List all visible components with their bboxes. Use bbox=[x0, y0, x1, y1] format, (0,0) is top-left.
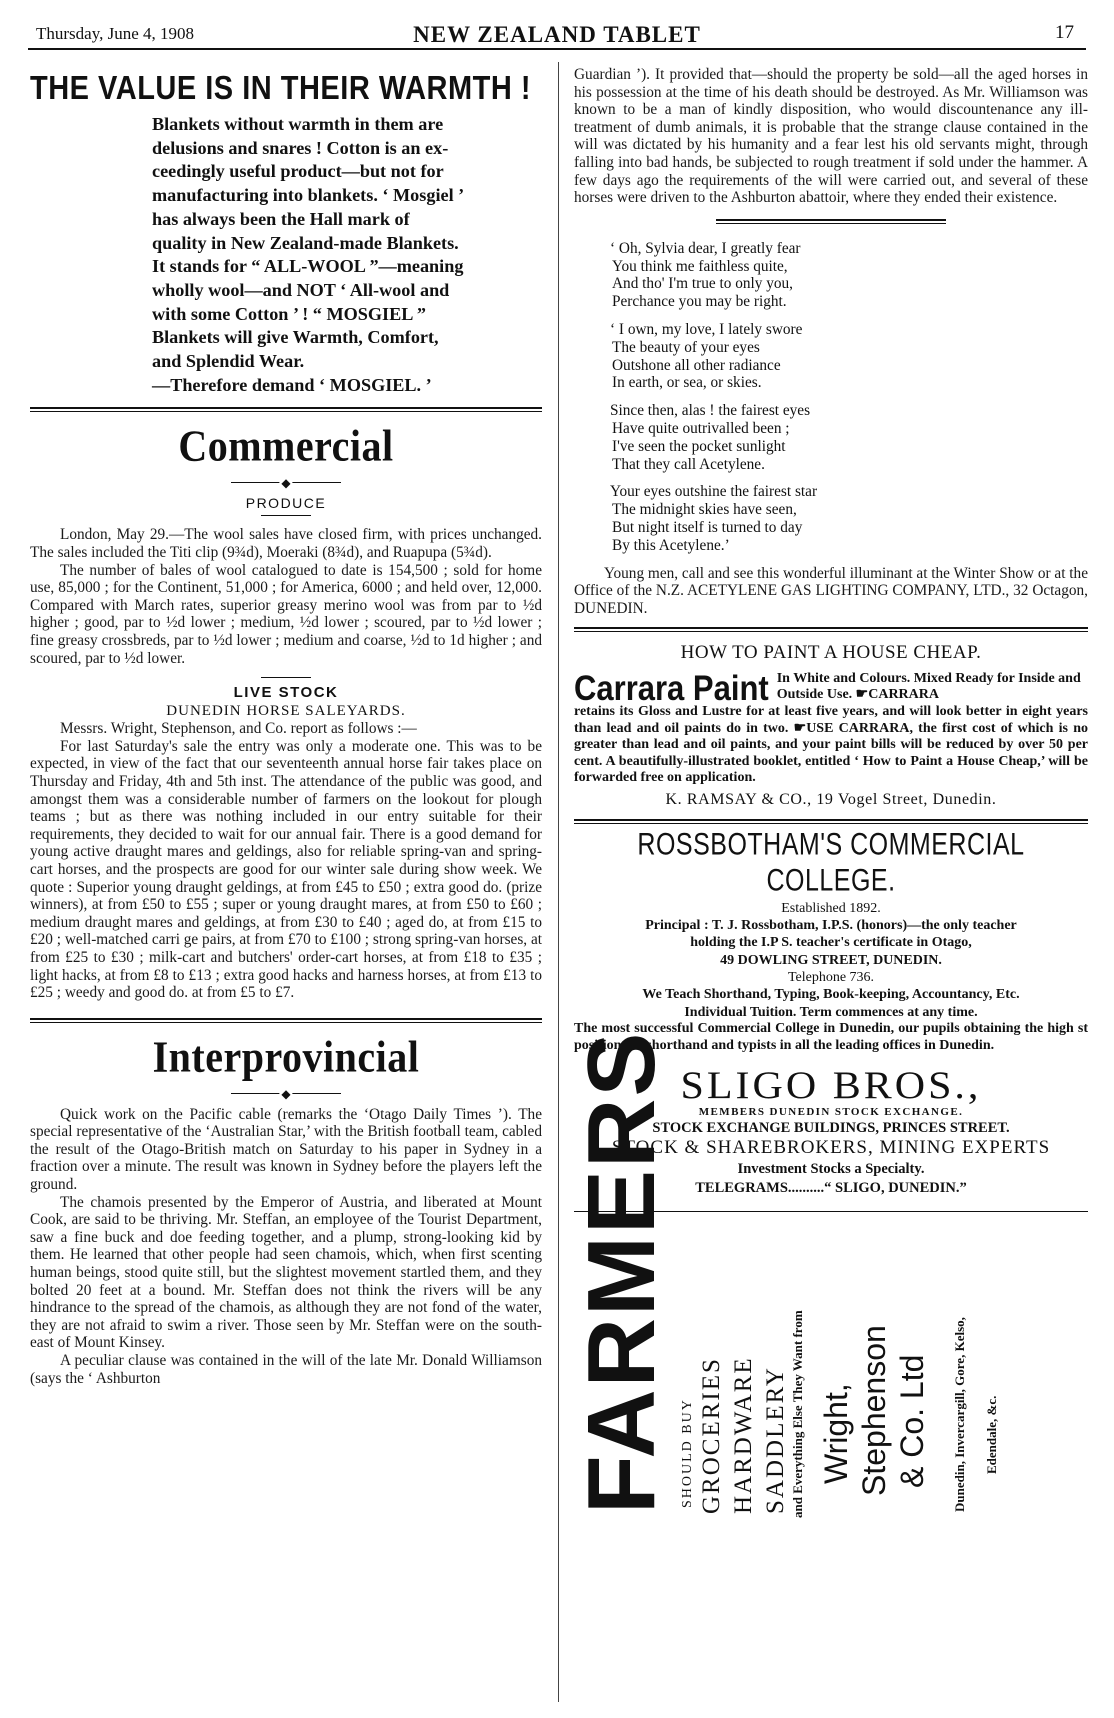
pointing-hand-use: ☛USE bbox=[793, 720, 834, 736]
farmers-headline: FARMERS bbox=[568, 1030, 675, 1515]
paragraph: London, May 29.—The wool sales have closed firm, with prices unchanged. The sales included the Titi clip (9¾d), Moeraki (8¾d), and Ruapupa (5¾d). bbox=[30, 526, 542, 562]
verse-line: Your eyes outshine the fairest star bbox=[610, 483, 818, 501]
commercial-section bbox=[30, 422, 542, 1001]
carrara-brand-row bbox=[574, 668, 1088, 709]
tuition-line: Individual Tuition. Term commences at any time. bbox=[684, 1004, 978, 1020]
live-stock-heading: LIVE STOCK bbox=[233, 684, 339, 702]
commercial-title: Commercial bbox=[178, 420, 394, 472]
left-column bbox=[30, 70, 542, 1387]
acetylene-advert bbox=[574, 240, 1088, 618]
paragraph: Messrs. Wright, Stephenson, and Co. report as follows :— bbox=[60, 720, 417, 738]
continuation-text bbox=[574, 66, 1088, 207]
issue-date: Thursday, June 4, 1908 bbox=[36, 24, 195, 43]
mosgiel-line: It stands for “ ALL-WOOL ”—meaning bbox=[152, 256, 464, 277]
mosgiel-line: and Splendid Wear. bbox=[152, 351, 305, 372]
carrara-advert bbox=[574, 642, 1088, 809]
stanza bbox=[610, 240, 1088, 311]
principal-line: Principal : T. J. Rossbotham, I.P.S. (honors)—the only teacher bbox=[645, 917, 1017, 933]
telephone-line: Telephone 736. bbox=[787, 970, 875, 986]
carrara-signature: K. RAMSAY & CO., 19 Vogel Street, Dunedin. bbox=[665, 790, 997, 808]
verse-line: That they call Acetylene. bbox=[612, 455, 765, 473]
short-rule bbox=[261, 515, 311, 516]
mosgiel-line: delusions and snares ! Cotton is an ex- bbox=[152, 137, 449, 158]
carrara-text: CARRARA, the first cost of which is no greater than lead and oil paints, and your paint bills will be reduced by over 50 per cent. A beautifully-illustrated booklet, entitled ‘ How to Paint a House Cheap,’ will be forwarded free on application. bbox=[574, 720, 1088, 786]
verse-line: In earth, or sea, or skies. bbox=[612, 374, 762, 392]
acetylene-closing bbox=[574, 565, 1088, 618]
carrara-title: HOW TO PAINT A HOUSE CHEAP. bbox=[680, 642, 982, 664]
mosgiel-line: —Therefore demand ‘ MOSGIEL. ’ bbox=[152, 374, 432, 395]
poem bbox=[610, 240, 1088, 555]
paragraph: A peculiar clause was contained in the will of the late Mr. Donald Williamson (says the ‘ Ashburton bbox=[30, 1352, 542, 1387]
established-line: Established 1892. bbox=[781, 900, 881, 916]
tagline-text: In White and Colours. Mixed Ready for Inside and Outside Use. bbox=[776, 671, 1081, 703]
mosgiel-line: with some Cotton ’ ! “ MOSGIEL ” bbox=[152, 303, 426, 324]
groceries: GROCERIES bbox=[698, 1357, 725, 1515]
produce-text bbox=[30, 526, 542, 667]
column-divider bbox=[558, 62, 559, 1702]
mosgiel-headline: THE VALUE IS IN THEIR WARMTH ! bbox=[30, 70, 532, 107]
mosgiel-advert bbox=[30, 70, 542, 397]
stanza bbox=[610, 402, 1088, 473]
mosgiel-line: has always been the Hall mark of bbox=[152, 208, 410, 229]
rossbotham-title: ROSSBOTHAM'S COMMERCIAL COLLEGE. bbox=[637, 826, 1025, 898]
success-line: The most successful Commercial College in Dunedin, our pupils obtaining the high st positions as shorthand and typists in all the leading offices in Dunedin. bbox=[574, 1021, 1088, 1053]
interprovincial-text bbox=[30, 1106, 542, 1388]
paragraph: Quick work on the Pacific cable (remarks the ‘Otago Daily Times ’). The special representative of the ‘Australian Star,’ with the British football team, cabled the result of the Otago-British match on Saturday to his paper in Sydney in a fraction over a minute. The result was known in Sydney before the players left the ground. bbox=[30, 1105, 542, 1194]
verse-line: Outshone all other radiance bbox=[612, 356, 781, 374]
section-rule bbox=[30, 407, 542, 412]
interprovincial-title: Interprovincial bbox=[152, 1030, 420, 1082]
verse-line: The midnight skies have seen, bbox=[612, 501, 797, 519]
stanza bbox=[610, 321, 1088, 392]
verse-line: By this Acetylene.’ bbox=[612, 536, 730, 554]
ornament-rule bbox=[231, 1088, 341, 1100]
paragraph: Guardian ’). It provided that—should the property be sold—all the aged horses in his possession at the time of his death should be destroyed. As Mr. Williamson was known to be a man of kindly disposition, who would discountenance any ill-treatment of dumb animals, it is probable that the strange clause contained in the will was dictated by his humanity and a fear lest his old servants might, through falling into bad hands, be subjected to rough treatment if sold under the hammer. A few days ago the requirements of the will were carried out, and several of these horses were driven to the Ashburton abattoir, where they ended their existence. bbox=[574, 66, 1088, 207]
short-double-rule bbox=[716, 219, 946, 224]
pointing-hand-brand: ☛CARRARA bbox=[855, 687, 939, 703]
towns-line: Dunedin, Invercargill, Gore, Kelso, bbox=[952, 1317, 967, 1513]
carrara-body bbox=[574, 704, 1088, 787]
ornament-rule bbox=[231, 477, 341, 489]
mosgiel-body bbox=[152, 113, 542, 397]
right-column bbox=[568, 66, 1088, 1523]
carrara-text: retains its Gloss and Lustre for at least five years, and will look better in eight years than lead and oil paints do in two. bbox=[574, 704, 1088, 736]
section-rule bbox=[574, 819, 1088, 824]
carrara-tagline bbox=[777, 668, 1088, 703]
carrara-brand: Carrara Paint bbox=[574, 668, 769, 709]
verse-line: You think me faithless quite, bbox=[612, 257, 788, 275]
mosgiel-line: Blankets will give Warmth, Comfort, bbox=[152, 327, 439, 348]
mosgiel-line: ceedingly useful product—but not for bbox=[152, 161, 444, 182]
hardware: HARDWARE bbox=[730, 1356, 757, 1515]
mosgiel-line: manufacturing into blankets. ‘ Mosgiel ’ bbox=[152, 185, 465, 206]
page-header bbox=[28, 20, 1086, 50]
interprovincial-section bbox=[30, 1030, 542, 1388]
verse-line: But night itself is turned to day bbox=[612, 518, 803, 536]
diamond-icon: ◆ bbox=[281, 476, 291, 491]
sligo-members: MEMBERS DUNEDIN STOCK EXCHANGE. bbox=[698, 1106, 964, 1119]
wright: Wright, bbox=[818, 1383, 854, 1485]
verse-line: The beauty of your eyes bbox=[612, 338, 760, 356]
saddlery: SADDLERY bbox=[762, 1366, 789, 1515]
saleyards-heading: DUNEDIN HORSE SALEYARDS. bbox=[166, 703, 406, 720]
sligo-buildings: STOCK EXCHANGE BUILDINGS, PRINCES STREET. bbox=[652, 1120, 1010, 1137]
verse-line: Have quite outrivalled been ; bbox=[612, 419, 790, 437]
mosgiel-line: quality in New Zealand-made Blankets. bbox=[152, 232, 459, 253]
live-stock-text bbox=[30, 720, 542, 1002]
principal-line: holding the I.P S. teacher's certificate in Otago, bbox=[690, 935, 972, 951]
sligo-investment: Investment Stocks a Specialty. bbox=[737, 1161, 925, 1178]
paragraph: The chamois presented by the Emperor of Austria, and liberated at Mount Cook, are said to be thriving. Mr. Steffan, an employee of the Tourist Department, saw a fine buck and doe feeding together, and a plump, strong-looking kid by them. He learned that other people had seen chamois, which, when first scenting human beings, stood quite still, but the slightest movement startled them, and they bolted 20 feet at a bound. Mr. Steffan does not think the rivers will be any hindrance to the spread of the chamois, as although they are not fond of the water, they are not afraid to swim a river. Those seen by Mr. Steffan were on the south-east of Mount Kinsey. bbox=[30, 1193, 542, 1352]
mosgiel-line: wholly wool—and NOT ‘ All-wool and bbox=[152, 279, 450, 300]
stanza bbox=[610, 483, 1088, 554]
teach-line: We Teach Shorthand, Typing, Book-keeping, Accountancy, Etc. bbox=[642, 987, 1020, 1003]
diamond-icon: ◆ bbox=[281, 1086, 291, 1101]
paragraph: The number of bales of wool catalogued to date is 154,500 ; sold for home use, 85,000 ; for the Continent, 51,000 ; for America, 6000 ; and held over, 12,000. Compared with March rates, superior greasy merino wool was from par to ½d higher ; good, par to ½d lower ; medium, ½d lower ; scoured, par to ½d lower ; fine greasy crossbreds, par to ½d lower ; medium and coarse, ½d to 1d higher ; and scoured, par to ½d lower. bbox=[30, 561, 542, 667]
produce-heading: PRODUCE bbox=[245, 495, 327, 512]
verse-line: I've seen the pocket sunlight bbox=[612, 437, 786, 455]
short-rule bbox=[261, 677, 311, 678]
stephenson: Stephenson bbox=[856, 1325, 892, 1497]
verse-line: And tho' I'm true to only you, bbox=[612, 275, 793, 293]
everything-line: and Everything Else They Want from bbox=[790, 1310, 805, 1519]
sligo-title: SLIGO BROS., bbox=[680, 1065, 982, 1108]
edendale-line: Edendale, &c. bbox=[984, 1395, 999, 1475]
newspaper-title: NEW ZEALAND TABLET bbox=[413, 22, 701, 47]
should-buy: SHOULD BUY bbox=[680, 1398, 695, 1509]
company-ltd: & Co. Ltd bbox=[894, 1354, 930, 1489]
paragraph: Young men, call and see this wonderful illuminant at the Winter Show or at the Office of the N.Z. ACETYLENE GAS LIGHTING COMPANY, LTD., 32 Octagon, DUNEDIN. bbox=[574, 564, 1088, 617]
sligo-brokers: STOCK & SHAREBROKERS, MINING EXPERTS bbox=[611, 1137, 1051, 1159]
page-number: 17 bbox=[1055, 22, 1074, 43]
sligo-telegrams: TELEGRAMS..........“ SLIGO, DUNEDIN.” bbox=[695, 1180, 967, 1197]
verse-line: ‘ Oh, Sylvia dear, I greatly fear bbox=[610, 239, 801, 257]
verse-line: Since then, alas ! the fairest eyes bbox=[610, 402, 811, 420]
paragraph: For last Saturday's sale the entry was only a moderate one. This was to be expected, in view of the fact that our seventeenth annual horse fair takes place on Thursday and Friday, 4th and 5th inst. The attendance of the public was good, and amongst them was a considerable number of farmers on the lookout for plough teams ; but as there was nothing included in our entry suitable for their requirements, they decided to wait for our annual fair. There is a good demand for young active draught mares and geldings, also for reliable spring-van and spring-cart horses, and the prospects are good for our winter sale during show week. We quote : Superior young draught geldings, at from £45 to £50 ; extra good do. (prize winners), at from £50 to £55 ; super or young draught mares, at from £50 to £60 ; medium draught mares and geldings, at from £30 to £40 ; aged do, at from £15 to £20 ; well-matched carri ge pairs, at from £70 to £100 ; strong spring-van horses, at from £25 to £30 ; milk-cart and butchers' order-cart horses, at from £18 to £35 ; light hacks, at from £8 to £13 ; extra good hacks and harness horses, at from £13 to £25 ; weedy and good do. at from £5 to £7. bbox=[30, 737, 542, 1002]
section-rule bbox=[30, 1018, 542, 1023]
address-line: 49 DOWLING STREET, DUNEDIN. bbox=[720, 952, 942, 968]
rossbotham-advert bbox=[574, 826, 1088, 1055]
section-rule bbox=[574, 627, 1088, 632]
verse-line: Perchance you may be right. bbox=[612, 293, 787, 311]
verse-line: ‘ I own, my love, I lately swore bbox=[610, 320, 803, 338]
mosgiel-line: Blankets without warmth in them are bbox=[152, 114, 444, 134]
